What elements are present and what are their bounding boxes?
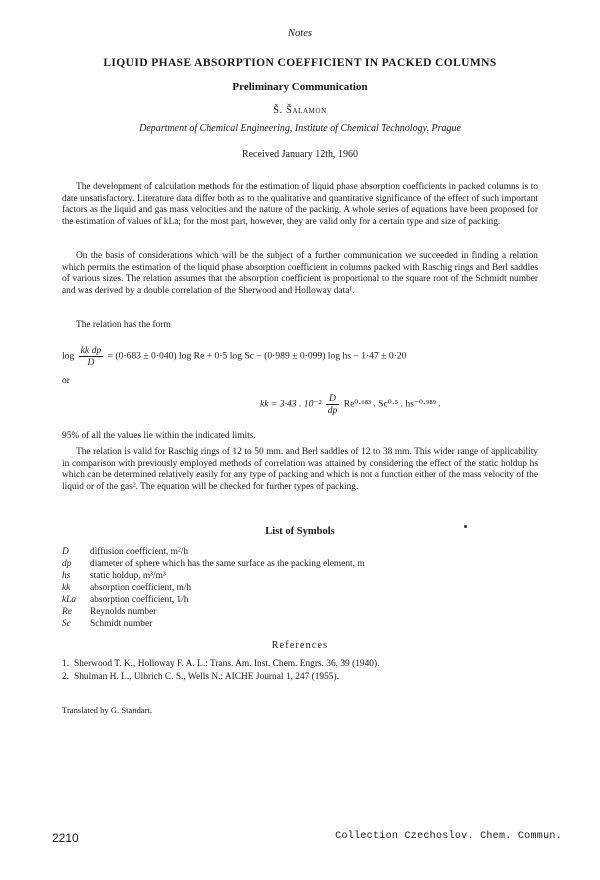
symbol: D — [62, 547, 69, 557]
paragraph-1: The development of calculation methods for the estimation of liquid phase absorption coefficients in packed columns is to date unsatisfactory. Literature data differ both as to the qualitative and quantitative significance of the effect of such important factors as the liquid and gas mass velocities and the nature of the packing. A whole series of equations have been proposed for the estimation of values of kLa; for the most part, however, they are valid only for a certain type and size of packing. — [62, 182, 538, 227]
affiliation: Department of Chemical Engineering, Institute of Chemical Technology, Prague — [139, 123, 461, 134]
symbol-description: absorption coefficient, 1/h — [90, 595, 189, 605]
reference-number: 2. — [62, 672, 70, 682]
paragraph-4: 95% of all the values lie within the indicated limits. — [62, 431, 256, 441]
symbol-row — [62, 559, 538, 571]
symbol-description: absorption coefficient, m/h — [90, 583, 192, 593]
author: Š. Šalamon — [273, 105, 327, 116]
paragraph-2: On the basis of considerations which will be the subject of a further communication we succeeded in finding a relation which permits the estimation of the liquid phase absorption coefficient in columns packed with Raschig rings and Berl saddles of various sizes. The relation assumes that the absorption coefficient is proportional to the square root of the Schmidt number and was derived by a double correlation of the Sherwood and Holloway data¹. — [62, 251, 538, 296]
translator-credit: Translated by G. Standart. — [62, 705, 153, 715]
symbol: hs — [62, 571, 71, 581]
eq2-fraction — [326, 393, 340, 416]
symbol: Sc — [62, 619, 71, 629]
equation-1 — [62, 345, 406, 368]
page-number: 2210 — [52, 831, 79, 845]
eq1-log: log — [62, 350, 75, 362]
eq2-lhs: kk = 3·43 . 10⁻² — [260, 398, 322, 410]
symbol-row — [62, 547, 538, 559]
symbol-description: diameter of sphere which has the same surface as the packing element, m — [90, 559, 365, 569]
reference-text: Shulman H. L., Ulbrich C. S., Wells N.: AICHE Journal 1, 247 (1955). — [74, 672, 339, 682]
symbol: kLa — [62, 595, 77, 605]
symbol-row — [62, 595, 538, 607]
equation-2 — [260, 393, 441, 416]
symbol-row — [62, 619, 538, 631]
article-title: LIQUID PHASE ABSORPTION COEFFICIENT IN PACKED COLUMNS — [103, 57, 497, 69]
symbol-description: Reynolds number — [90, 607, 157, 617]
eq1-rest: = (0·683 ± 0·040) log Re + 0·5 log Sc − (0·989 ± 0·099) log hs − 1·47 ± 0·20 — [107, 350, 407, 362]
journal-name: Collection Czechoslov. Chem. Commun. — [335, 831, 562, 842]
eq2-denominator: dp — [327, 405, 338, 416]
eq2-rhs: Re⁰·⁶⁸³ . Sc⁰·⁵ . hs⁻⁰·⁹⁸⁹ . — [343, 398, 441, 410]
symbols-heading: List of Symbols — [265, 526, 335, 537]
symbol-row — [62, 607, 538, 619]
symbol-description: Schmidt number — [90, 619, 153, 629]
eq1-numerator: kk dp — [80, 345, 102, 356]
or-text: or — [62, 376, 70, 386]
symbol: dp — [62, 559, 72, 569]
symbol: Re — [62, 607, 72, 617]
eq2-numerator: D — [326, 393, 340, 405]
reference-text: Sherwood T. K., Holloway F. A. L.: Trans. Am. Inst. Chem. Engrs. 36, 39 (1940). — [74, 659, 380, 669]
received-date: Received January 12th, 1960 — [241, 149, 359, 160]
symbol: kk — [62, 583, 71, 593]
eq1-denominator: D — [87, 357, 95, 368]
reference-number: 1. — [62, 659, 70, 669]
stray-dot — [464, 525, 467, 528]
symbol-description: diffusion coefficient, m²/h — [90, 547, 189, 557]
symbol-row — [62, 583, 538, 595]
running-head: Notes — [288, 28, 312, 39]
symbol-description: static holdup, m³/m³ — [90, 571, 166, 581]
paragraph-5: The relation is valid for Raschig rings of 12 to 50 mm. and Berl saddles of 12 to 38 mm. This wider range of applicability in comparison with previously employed methods of correlation was attained by considering the effect of the static holdup hs which can be determined relatively easily for any type of packing and which is not a function either of the mass velocity of the liquid or of the gas². The equation will be checked for further types of packing. — [62, 447, 538, 492]
eq1-fraction — [79, 345, 104, 368]
symbol-row — [62, 571, 538, 583]
article-subtitle: Preliminary Communication — [232, 81, 368, 93]
references-heading: References — [271, 640, 329, 651]
paragraph-3: The relation has the form — [76, 320, 171, 330]
